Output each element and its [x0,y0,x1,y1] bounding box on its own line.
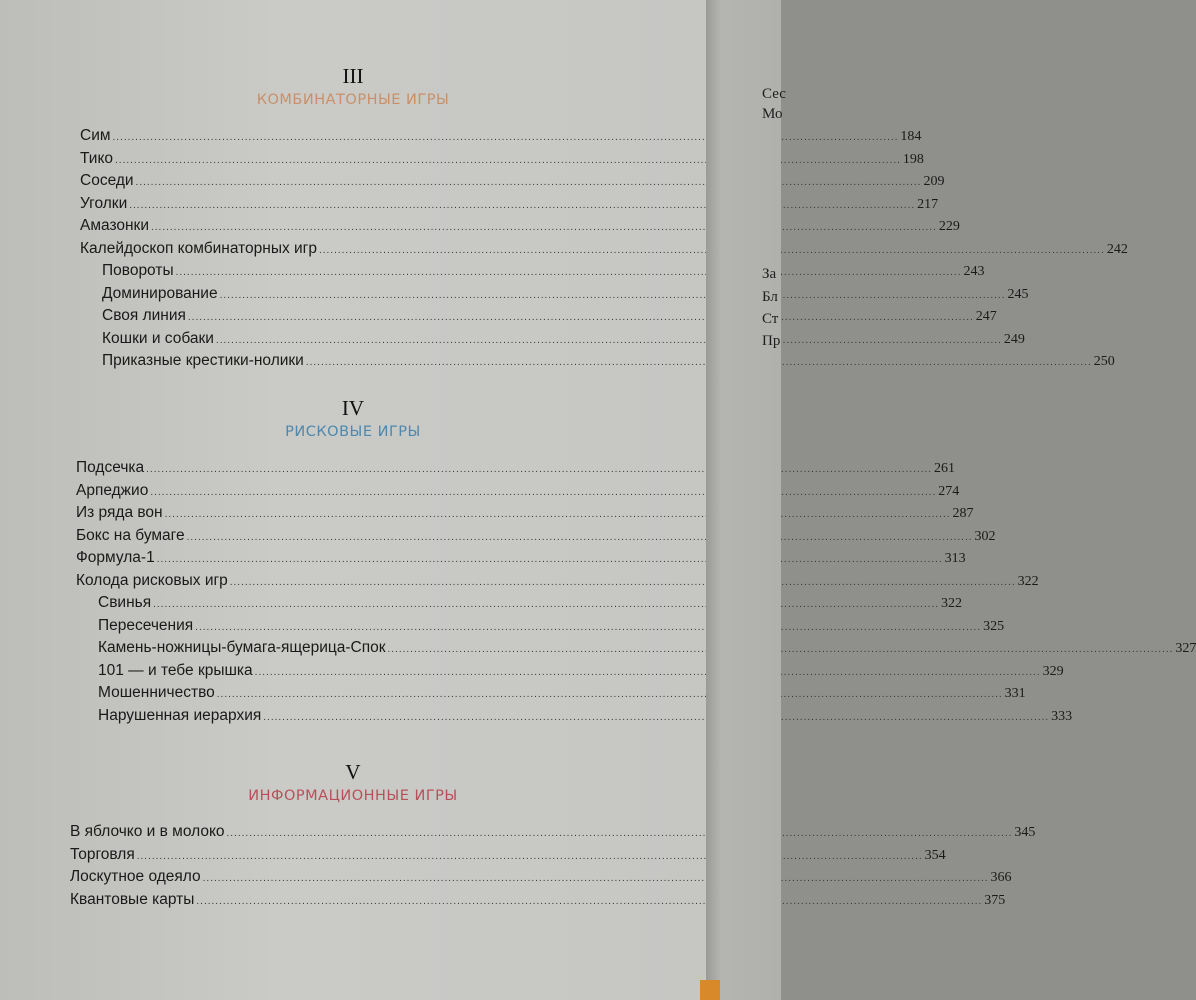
toc-entry[interactable] [76,526,996,550]
entry-title: Калейдоскоп комбинаторных игр [80,239,317,257]
page-number: 325 [983,618,1005,634]
entry-title: Арпеджио [76,481,149,499]
entry-title: Колода рисковых игр [76,571,228,589]
toc-entry[interactable] [70,868,1012,891]
dot-leader [196,896,982,907]
dot-leader [203,873,989,884]
page-number: 250 [1093,354,1115,369]
page-number: 322 [941,596,963,611]
entry-title: В яблочко и в молоко [70,823,225,840]
toc-entry[interactable] [76,549,966,572]
entry-title: Кошки и собаки [102,329,214,347]
toc-entry[interactable] [80,172,945,195]
page-number: 209 [923,174,945,189]
entry-title: Приказные крестики-нолики [102,352,304,369]
toc-entry[interactable] [76,594,963,617]
entry-title: Мошенничество [98,684,215,701]
dot-leader [150,487,936,498]
page-number: 345 [1014,825,1036,840]
dot-leader [195,622,981,633]
toc-entry[interactable] [80,239,1128,263]
entry-title: Повороты [102,262,174,279]
section-number: IV [341,396,365,420]
toc-entry[interactable] [76,459,956,482]
page-number: 313 [944,551,966,566]
toc-entry[interactable] [76,616,1005,640]
entry-title: Своя линия [102,307,186,324]
entry-title: Свинья [98,594,152,611]
section-number: V [345,760,361,784]
entry-title: Соседи [80,172,134,189]
fragment: Мо [762,106,783,122]
page-number: 198 [902,151,924,167]
entry-title: Тико [80,149,114,167]
page-number: 366 [990,870,1012,885]
toc-entry[interactable] [70,845,946,869]
entry-title: Торговля [70,845,135,863]
dot-leader [217,689,1003,700]
dot-leader [137,851,923,862]
toc-list [0,459,1196,729]
entry-title: Лоскутное одеяло [70,868,201,885]
dot-leader [255,667,1041,678]
dot-leader [216,335,1002,346]
page-number: 242 [1106,241,1128,257]
page-number: 354 [924,847,946,863]
toc-entry[interactable] [70,823,1036,846]
dot-leader [129,200,915,211]
dot-leader [227,828,1013,839]
entry-title: Доминирование [102,284,218,302]
fragment: Сес [762,86,786,102]
entry-title: 101 — и тебе крышка [98,661,253,679]
entry-title: Сим [80,127,111,144]
dot-leader [157,554,943,565]
page-number: 217 [917,196,939,212]
toc-entry[interactable] [80,194,939,218]
entry-title: Уголки [80,194,128,212]
page-number: 247 [975,309,997,324]
book-cover-edge [700,980,720,1000]
toc-entry[interactable] [76,571,1039,595]
entry-title: Бокс на бумаге [76,526,185,544]
toc-entry[interactable] [70,890,1006,914]
toc-entry[interactable] [76,661,1064,685]
entry-title: Квантовые карты [70,890,195,908]
toc-entry[interactable] [76,639,1196,662]
page-number: 331 [1004,686,1026,701]
dot-leader [188,312,974,323]
entry-title: Пересечения [98,616,194,634]
dot-leader [220,290,1006,301]
section-number: III [342,64,364,88]
dot-leader [165,509,951,520]
toc-entry[interactable] [76,706,1073,730]
page-number: 287 [952,506,974,521]
page-number: 322 [1017,573,1039,589]
page-number: 249 [1003,331,1025,347]
page-number: 327 [1175,641,1196,656]
section-title: КОМБИНАТОРНЫЕ ИГРЫ [256,92,450,108]
page-number: 243 [963,264,985,279]
dot-leader [153,599,939,610]
section-title: РИСКОВЫЕ ИГРЫ [285,424,421,440]
section-v [0,759,1036,913]
dot-leader [136,177,922,188]
entry-title: Подсечка [76,459,145,476]
right-page-edge [706,0,786,1000]
dot-leader [146,464,932,475]
page-number: 184 [900,129,922,144]
fragment: Пр [762,333,781,349]
dot-leader [176,267,962,278]
dot-leader [306,357,1092,368]
section-title: ИНФОРМАЦИОННЫЕ ИГРЫ [248,788,458,804]
entry-title: Из ряда вон [76,504,163,521]
toc-entry[interactable] [76,504,974,527]
toc-entry[interactable] [76,684,1026,707]
fragment: Ст [762,311,779,327]
dot-leader [115,155,901,166]
entry-title: Амазонки [80,217,149,234]
dot-leader [151,222,937,233]
toc-entry[interactable] [80,127,922,150]
page-number: 229 [938,219,960,234]
page-number: 261 [934,461,956,476]
page-number: 329 [1042,663,1064,679]
page-number: 375 [984,892,1006,908]
page-number: 245 [1007,286,1029,302]
toc-entry[interactable] [80,217,960,240]
page-number: 274 [938,483,960,499]
toc-entry[interactable] [76,481,960,505]
toc-list [0,823,1036,913]
section-iv [0,395,1196,729]
entry-title: Формула-1 [76,549,155,566]
dot-leader [187,532,973,543]
page-number: 333 [1051,708,1073,724]
dot-leader [230,577,1016,588]
page-number: 302 [974,528,996,544]
fragment: За [762,266,777,282]
entry-title: Нарушенная иерархия [98,706,262,724]
entry-title: Камень-ножницы-бумага-ящерица-Спок [98,639,386,656]
dot-leader [263,712,1049,723]
toc-entry[interactable] [80,352,1115,375]
fragment: Бл [762,289,778,305]
toc-entry[interactable] [80,149,924,173]
